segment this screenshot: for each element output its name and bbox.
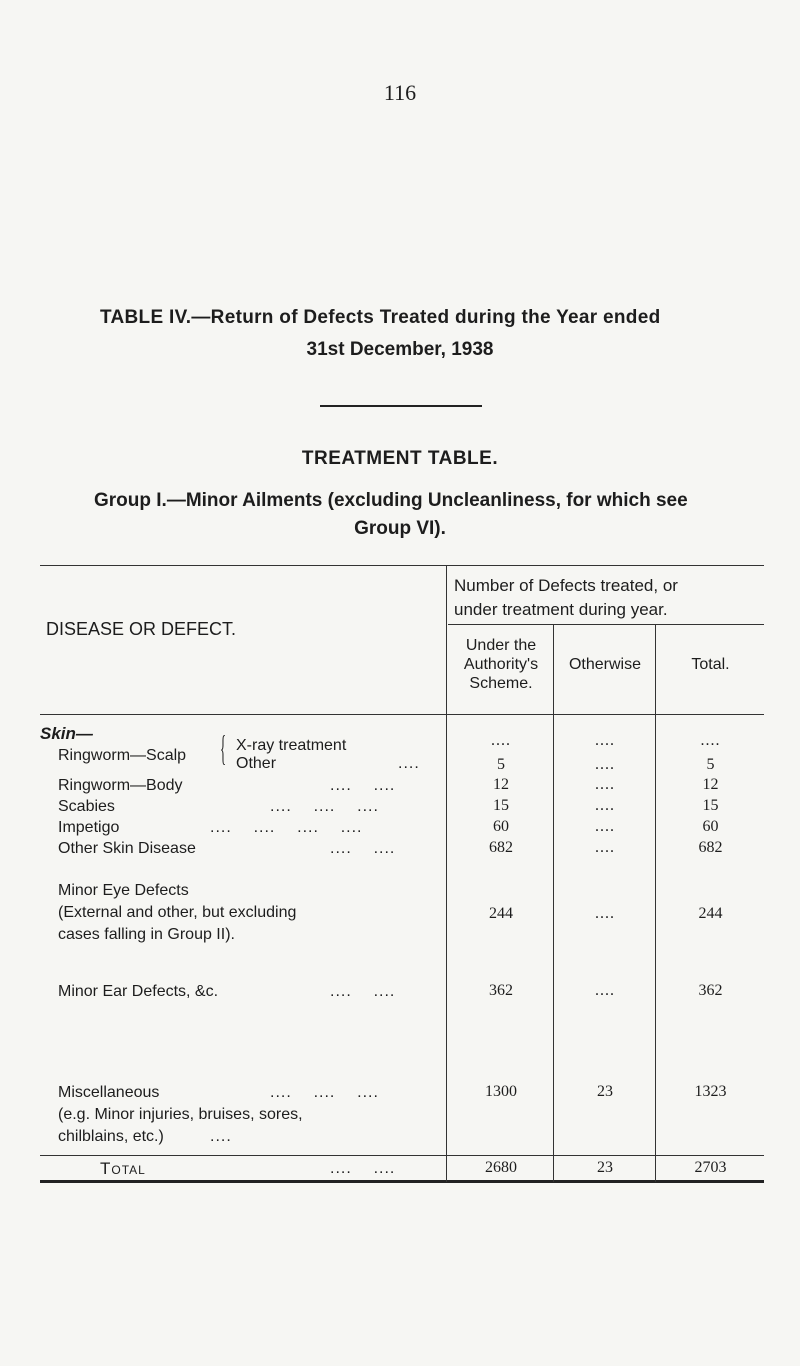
other-total-value: 5 [706,756,715,773]
misc-note-line-2: chilblains, etc.) [58,1128,164,1145]
group-title-line-1: Group I.—Minor Ailments (excluding Uncleanliness, for which see [94,490,688,511]
row-otherwise-value: .... [595,776,615,793]
row-label: Ringworm—Body [58,777,183,794]
column-divider-3 [655,624,656,1182]
xray-otherwise-value: .... [595,732,615,749]
title-divider [320,405,482,407]
misc-note-line-1: (e.g. Minor injuries, bruises, sores, [58,1106,303,1123]
header-total: Total. [691,656,730,673]
misc-under-value: 1300 [485,1083,517,1100]
header-disease: DISEASE OR DEFECT. [46,619,237,639]
ear-otherwise-value: .... [595,982,615,999]
table-title-line-1: TABLE IV.—Return of Defects Treated during the Year ended [100,307,661,328]
eye-defects-note-line-1: (External and other, but excluding [58,904,297,921]
row-under-value: 60 [493,818,509,835]
row-label: Scabies [58,798,115,815]
header-number-line-2: under treatment during year. [454,600,668,619]
header-number-line-1: Number of Defects treated, or [454,576,678,595]
eye-defects-label: Minor Eye Defects [58,882,189,899]
total-otherwise-value: 23 [597,1159,613,1176]
section-title: TREATMENT TABLE. [301,448,499,469]
header-under-line-1: Under the [465,637,537,654]
other-otherwise-value: .... [595,756,615,773]
row-under-value: 682 [489,839,513,856]
header-under-line-3: Scheme. [469,675,533,692]
total-under-value: 2680 [485,1159,517,1176]
table-title-line-2: 31st December, 1938 [306,339,494,360]
row-leader-dots: .... .... [330,840,396,857]
total-label: Total [100,1159,146,1178]
ear-defects-label: Minor Ear Defects, &c. [58,983,219,1000]
misc-otherwise-value: 23 [597,1083,613,1100]
row-total-value: 60 [702,818,719,835]
xray-total-value: .... [700,732,721,749]
other-label: Other [236,755,277,772]
eye-total-value: 244 [698,905,723,922]
header-under-line-2: Authority's [463,656,539,673]
row-label: Other Skin Disease [58,840,196,857]
column-divider-1 [446,565,447,1182]
row-total-value: 682 [698,839,723,856]
total-leader-dots: .... .... [330,1160,396,1177]
other-under-value: 5 [497,756,505,773]
row-total-value: 15 [702,797,719,814]
page-number: 116 [383,80,417,105]
row-under-value: 15 [493,797,509,814]
xray-treatment-label: X-ray treatment [236,737,347,754]
row-under-value: 12 [493,776,509,793]
total-total-value: 2703 [694,1159,727,1176]
ringworm-scalp-brace: { [220,728,227,768]
skin-section-label: Skin— [40,724,93,743]
xray-under-value: .... [491,732,511,749]
row-otherwise-value: .... [595,818,615,835]
row-total-value: 12 [702,776,719,793]
table-top-rule [40,565,764,566]
misc-leader-dots: .... .... .... [270,1084,379,1101]
ear-leader-dots: .... .... [330,983,396,1000]
row-label: Impetigo [58,819,120,836]
subheader-rule [448,624,764,625]
eye-defects-note-line-2: cases falling in Group II). [58,926,235,943]
header-otherwise: Otherwise [568,656,642,673]
group-title-line-2: Group VI). [354,518,446,539]
row-otherwise-value: .... [595,797,615,814]
eye-otherwise-value: .... [595,905,615,922]
ear-total-value: 362 [698,982,723,999]
row-otherwise-value: .... [595,839,615,856]
ear-under-value: 362 [489,982,513,999]
row-leader-dots: .... .... [330,777,396,794]
ringworm-scalp-label: Ringworm—Scalp [58,747,187,764]
row-leader-dots: .... .... .... .... [210,819,363,836]
misc-label: Miscellaneous [58,1084,160,1101]
misc-note-leader-dots: .... [210,1128,232,1145]
row-leader-dots: .... .... .... [270,798,379,815]
eye-under-value: 244 [489,905,513,922]
misc-total-value: 1323 [694,1083,727,1100]
other-leader-dots: .... [398,755,420,772]
